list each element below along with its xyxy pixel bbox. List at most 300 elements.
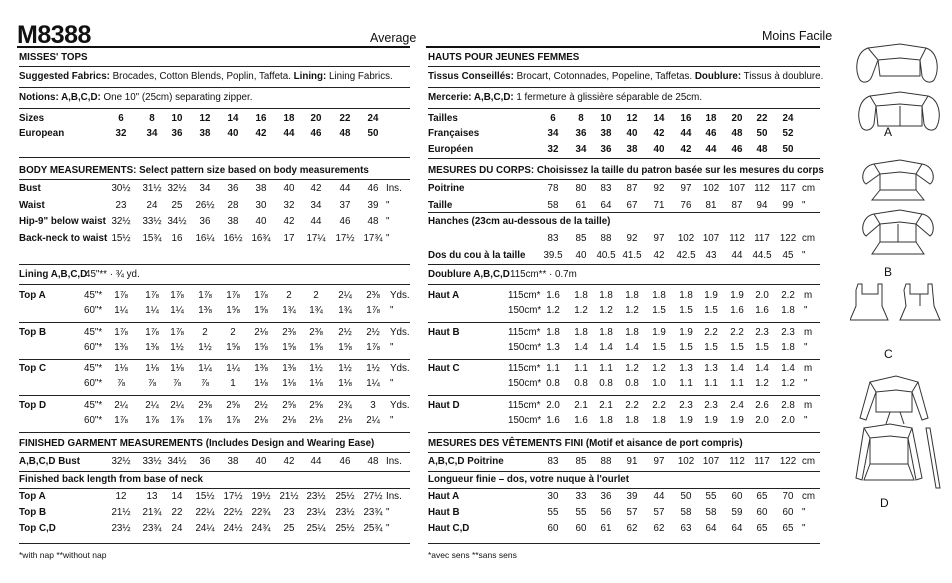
lining-yardage: 1⅛ [145,363,159,374]
unit: m [804,399,813,411]
lining-yardage: 1⅞ [145,326,159,338]
lining-meterage: 2.2 [781,290,795,301]
lining-yardage: ⅞ [116,378,126,389]
size-cell: 22 [339,113,351,124]
french-size-cell: 40 [626,128,638,139]
lining-yardage: 1⅞ [170,290,184,301]
divider [428,471,820,472]
finished-bust-value: 88 [600,456,612,467]
hip-value: 122 [779,233,797,244]
size-cell: 24 [367,113,379,124]
european-size-cell: 38 [626,144,638,155]
lining-yardage: 2¼ [338,290,352,301]
lining-yardage: 2¼ [170,399,184,411]
lining-yardage: 1¼ [226,363,240,374]
finished-bust-value: 107 [702,456,720,467]
lining-yardage: 1¼ [366,378,380,389]
lining-yardage: 1⅛ [114,363,128,374]
back-length-value: 57 [653,507,665,518]
divider [428,87,820,88]
fabric-width: 45"* [84,363,103,374]
finished-bust-value: 112 [729,456,745,467]
hip-value: 112 [729,233,745,244]
lining-meterage: 2.3 [755,326,769,338]
notions-label: Notions: A,B,C,D: [19,92,101,103]
lining-meterage: 0.8 [546,378,560,389]
body-value: 40 [283,183,295,194]
lining-yardage: 1 [230,378,236,389]
back-length-value: 61 [600,523,612,534]
lining-meterage: 1.8 [574,326,588,338]
lining-yardage: 1⅝ [338,341,352,353]
lining-meterage: 2.2 [625,399,639,411]
fabric-width: 150cm* [508,305,542,316]
lining-meterage: 1.5 [679,341,693,353]
finished-bust-value: 42 [283,456,295,467]
divider [428,488,820,489]
lining-yardage: 2½ [366,326,380,338]
lining-yardage: 1⅞ [366,341,380,353]
unit: " [802,199,806,211]
lining-yardage: 2 [230,326,236,338]
body-value: 87 [731,199,743,211]
european-size-cell: 48 [756,144,768,155]
lining-meterage: 1.2 [755,378,769,389]
lining-yardage: ⅞ [147,378,157,389]
lining-meterage: 2.2 [730,326,744,338]
lining-yardage: 1⅞ [170,414,184,426]
hip-value: 83 [547,233,559,244]
lining-yardage: 1⅛ [338,378,352,389]
lining-yardage: 1½ [170,341,184,353]
lining-meterage: 1.4 [574,341,588,353]
back-length-value: 13 [146,491,158,502]
divider [19,322,410,323]
fabrics-line [428,71,823,83]
back-length-value: 24¼ [195,523,215,534]
lining-meterage: 2.2 [652,399,666,411]
back-length-value: 19½ [251,491,271,502]
fabric-width: 60"* [84,414,103,426]
back-length-value: 21½ [111,507,131,518]
back-length-value: 24¾ [251,523,271,534]
back-length-value: 56 [600,507,612,518]
back-length-value: 21¾ [142,507,162,518]
view-c-illustration [850,280,946,350]
finished-bust-value: 91 [626,456,638,467]
lining-meterage: 2.3 [679,399,693,411]
lining-yardage: 1⅝ [226,305,240,316]
lining-meterage: 2.0 [755,414,769,426]
unit: " [802,523,806,534]
divider [428,158,820,159]
lining-yardage: 1⅝ [226,341,240,353]
european-size-cell: 34 [575,144,587,155]
body-value: 78 [547,183,559,194]
fabric-width: 60"* [84,378,103,389]
lining-group-label: Haut C [428,363,460,374]
back-length-value: 33 [575,491,587,502]
size-cell: 14 [227,113,239,124]
lining-yardage: 2⅛ [254,414,268,426]
lining-meterage: 1.4 [781,363,795,374]
back-length-value: 24 [171,523,183,534]
size-cell: 20 [310,113,322,124]
body-value: 15½ [111,232,131,244]
lining-yardage: 1⅞ [170,326,184,338]
back-row-label: Top A [19,491,46,502]
body-value: 32 [283,199,295,211]
body-row-label: Hip-9" below waist [19,216,106,227]
lining-meterage: 1.2 [599,305,613,316]
unit: " [390,378,394,389]
back-neck-value: 42 [653,250,665,261]
back-length-value: 21½ [279,491,299,502]
notions-text: 1 fermeture à glissière séparable de 25cm. [513,92,703,103]
body-value: 112 [754,183,770,194]
back-neck-value: 44 [731,250,743,261]
size-cell: 24 [782,113,794,124]
lining-yardage: ⅞ [200,378,210,389]
lining-yardage: 1⅝ [282,341,296,353]
divider [428,108,820,109]
european-size-cell: 50 [782,144,794,155]
body-value: 16¼ [195,232,215,244]
unit: cm [802,233,816,244]
body-value: 28 [227,199,239,211]
back-length-value: 15½ [195,491,215,502]
lining-meterage: 1.6 [546,290,560,301]
french-size-cell: 52 [782,128,794,139]
back-length-value: 70 [782,491,794,502]
fabrics-text: Brocart, Cotonnades, Popeline, Taffetas. [513,71,695,82]
divider [19,488,410,489]
lining-label: Lining: [293,71,327,82]
back-length-value: 23¾ [363,507,383,518]
lining-group-label: Top C [19,363,47,374]
lining-meterage: 1.8 [625,326,639,338]
unit: " [804,341,808,353]
body-row-label: Poitrine [428,183,465,194]
body-value: 17 [283,232,295,244]
body-value: 76 [680,199,692,211]
lining-meterage: 1.5 [755,341,769,353]
lining-meterage: 1.2 [546,305,560,316]
european-size-cell: 46 [310,128,322,139]
finished-bust-value: 38 [227,456,239,467]
unit: " [804,378,808,389]
back-length-value: 65 [756,491,768,502]
body-value: 44 [339,183,351,194]
lining-note: 115cm** · 0.7m [510,269,577,280]
back-length-value: 22½ [223,507,243,518]
back-length-value: 23¾ [142,523,162,534]
divider [19,432,410,433]
lining-meterage: 1.3 [679,363,693,374]
lining-yardage: 2⅝ [309,399,323,411]
european-size-cell: 42 [255,128,267,139]
divider [428,395,820,396]
body-measurements-title: BODY MEASUREMENTS: Select pattern size based on body measurements [19,165,369,176]
difficulty-fr: Moins Facile [762,29,833,43]
french-size-cell: 36 [575,128,587,139]
body-value: 97 [680,183,692,194]
divider [19,264,410,265]
back-length-value: 55 [705,491,717,502]
lining-meterage: 1.5 [652,341,666,353]
size-cell: 18 [705,113,717,124]
body-value: 30½ [111,183,131,194]
body-value: 17¾ [363,232,383,244]
fabric-width: 45"* [84,326,103,338]
back-length-value: 60 [782,507,794,518]
lining-yardage: 1¾ [309,305,323,316]
lining-yardage: 1¾ [282,305,296,316]
european-size-cell: 40 [227,128,239,139]
fabrics-line [19,71,393,83]
lining-yardage: 2¾ [338,399,352,411]
lining-yardage: 1½ [309,363,323,374]
finished-bust-value: 33½ [142,456,162,467]
unit: " [804,414,808,426]
body-value: 23 [115,199,127,211]
divider [19,66,410,67]
fabric-width: 45"* [84,290,103,301]
lining-meterage: 1.9 [730,414,744,426]
divider [428,179,820,180]
finished-bust-label: A,B,C,D Poitrine [428,456,504,467]
back-length-value: 17½ [223,491,243,502]
back-length-value: 22¼ [195,507,215,518]
unit: Yds. [390,399,410,411]
back-length-value: 65 [756,523,768,534]
unit: " [386,232,390,244]
divider [19,179,410,180]
lining-meterage: 1.1 [599,363,613,374]
body-value: 34 [310,199,322,211]
back-length-value: 65 [782,523,794,534]
lining-meterage: 1.2 [625,305,639,316]
divider [426,46,820,48]
body-row-label: Back-neck to waist [19,232,108,244]
difficulty-en: Average [370,31,417,45]
lining-meterage: 1.2 [652,363,666,374]
notions-line [19,92,252,104]
fabric-width: 60"* [84,341,103,353]
hip-label: Hanches (23cm au-dessous de la taille) [428,216,611,227]
european-size-cell: 44 [283,128,295,139]
finished-bust-value: 117 [754,456,770,467]
finished-bust-value: 46 [339,456,351,467]
lining-meterage: 1.8 [679,290,693,301]
back-length-value: 64 [705,523,717,534]
lining-meterage: 1.6 [755,305,769,316]
divider [19,359,410,360]
finished-bust-value: 34½ [167,456,187,467]
back-length-value: 25¼ [306,523,326,534]
finished-title: MESURES DES VÊTEMENTS FINI (Motif et aisance de port compris) [428,438,743,449]
unit: Ins. [386,456,402,467]
lining-yardage: 3 [370,399,376,411]
fabric-width: 115cm* [508,399,541,411]
unit: Ins. [386,491,402,502]
back-length-value: 22 [171,507,183,518]
european-size-cell: 46 [731,144,743,155]
lining-note: 45"** · ¾ yd. [85,269,140,280]
lining-meterage: 1.6 [730,305,744,316]
french-size-cell: 42 [653,128,665,139]
lining-yardage: 2⅜ [366,290,380,301]
body-row-label: Taille [428,199,453,211]
size-cell: 16 [680,113,692,124]
european-size-cell: 36 [600,144,612,155]
lining-yardage: 2⅜ [282,326,296,338]
view-b-label: B [884,265,893,279]
back-row-label: Haut C,D [428,523,470,534]
lining-meterage: 1.8 [599,326,613,338]
lining-yardage: 2⅛ [254,326,268,338]
hip-value: 97 [653,233,665,244]
body-value: 64 [600,199,612,211]
lining-meterage: 1.8 [546,326,560,338]
back-length-value: 64 [731,523,743,534]
body-value: 99 [782,199,794,211]
finished-bust-value: 36 [199,456,211,467]
back-length-value: 24½ [223,523,243,534]
body-value: 34 [199,183,211,194]
back-length-title: Finished back length from base of neck [19,474,204,485]
unit: cm [802,183,816,194]
lining-meterage: 1.6 [546,414,560,426]
lining-yardage: 2⅛ [338,414,352,426]
french-size-cell: 46 [705,128,717,139]
lining-yardage: 1⅞ [254,290,268,301]
back-row-label: Haut A [428,491,460,502]
lining-yardage: 1⅜ [114,341,128,353]
fabric-width: 45"* [84,399,103,411]
back-length-value: 62 [626,523,638,534]
back-length-value: 60 [731,491,743,502]
lining-meterage: 2.0 [781,414,795,426]
body-value: 80 [575,183,587,194]
lining-meterage: 2.3 [781,326,795,338]
notions-line [428,92,702,104]
back-row-label: Top C,D [19,523,56,534]
french-size-cell: 50 [756,128,768,139]
lining-yardage: 1½ [366,363,380,374]
body-value: 107 [728,183,746,194]
french-size-cell: 48 [731,128,743,139]
lining-meterage: 2.3 [704,399,718,411]
divider [428,322,820,323]
unit: m [804,326,813,338]
european-size-cell: 38 [199,128,211,139]
lining-group-label: Top B [19,326,47,338]
lining-meterage: 1.8 [652,414,666,426]
divider [428,452,820,453]
lining-yardage: 1⅞ [198,414,212,426]
body-measurements-title: MESURES DU CORPS: Choisissez la taille du patron basée sur les mesures du corps [428,165,824,176]
lining-yardage: 2½ [254,399,268,411]
finished-bust-value: 122 [779,456,797,467]
body-value: 102 [702,183,720,194]
back-row-label: Top B [19,507,47,518]
lining-yardage: 1⅞ [145,290,159,301]
lining-group-label: Top A [19,290,46,301]
divider [19,87,410,88]
back-length-value: 59 [731,507,743,518]
lining-yardage: 2½ [338,326,352,338]
european-size-cell: 48 [339,128,351,139]
finished-bust-value: 40 [255,456,267,467]
lining-yardage: 2⅜ [309,326,323,338]
body-value: 26½ [195,199,215,211]
back-length-value: 63 [680,523,692,534]
back-length-value: 27½ [363,491,383,502]
finished-bust-value: 102 [677,456,695,467]
body-value: 46 [367,183,379,194]
lining-meterage: 1.9 [704,290,718,301]
lining-title: Doublure A,B,C,D [428,269,510,280]
lining-yardage: 2 [313,290,319,301]
divider [428,212,820,213]
lining-yardage: 1¾ [338,305,352,316]
back-length-value: 23¼ [306,507,326,518]
finished-title: FINISHED GARMENT MEASUREMENTS (Includes Design and Wearing Ease) [19,438,375,449]
body-value: 81 [705,199,717,211]
body-value: 17¼ [306,232,326,244]
unit: m [804,290,813,301]
lining-meterage: 1.9 [679,414,693,426]
lining-meterage: 1.1 [574,363,588,374]
size-cell: 10 [600,113,612,124]
lining-meterage: 1.5 [652,305,666,316]
unit: " [390,414,394,426]
fabric-width: 115cm* [508,326,541,338]
divider [19,395,410,396]
hip-value: 88 [600,233,612,244]
body-row-label: Bust [19,183,41,194]
body-value: 38 [255,183,267,194]
lining-yardage: 1⅞ [226,290,240,301]
lining-meterage: 1.1 [704,378,718,389]
finished-bust-value: 83 [547,456,559,467]
size-cell: 12 [626,113,638,124]
back-length-value: 12 [115,491,127,502]
lining-meterage: 1.8 [625,414,639,426]
lining-meterage: 1.4 [730,363,744,374]
back-length-value: 23½ [111,523,131,534]
lining-yardage: 1¼ [170,305,184,316]
divider [428,432,820,433]
lining-meterage: 0.8 [599,378,613,389]
divider [428,264,820,265]
european-size-cell: 42 [680,144,692,155]
back-neck-value: 45 [782,250,794,261]
lining-meterage: 1.2 [625,363,639,374]
body-value: 30 [255,199,267,211]
back-length-value: 25½ [335,491,355,502]
lining-meterage: 1.8 [781,305,795,316]
lining-yardage: 1⅞ [114,290,128,301]
lining-meterage: 1.8 [625,290,639,301]
back-length-value: 25 [283,523,295,534]
body-value: 15¾ [142,232,162,244]
lining-yardage: 1⅜ [145,341,159,353]
lining-yardage: 1⅜ [198,305,212,316]
unit: m [804,363,813,374]
body-value: 39 [367,199,379,211]
